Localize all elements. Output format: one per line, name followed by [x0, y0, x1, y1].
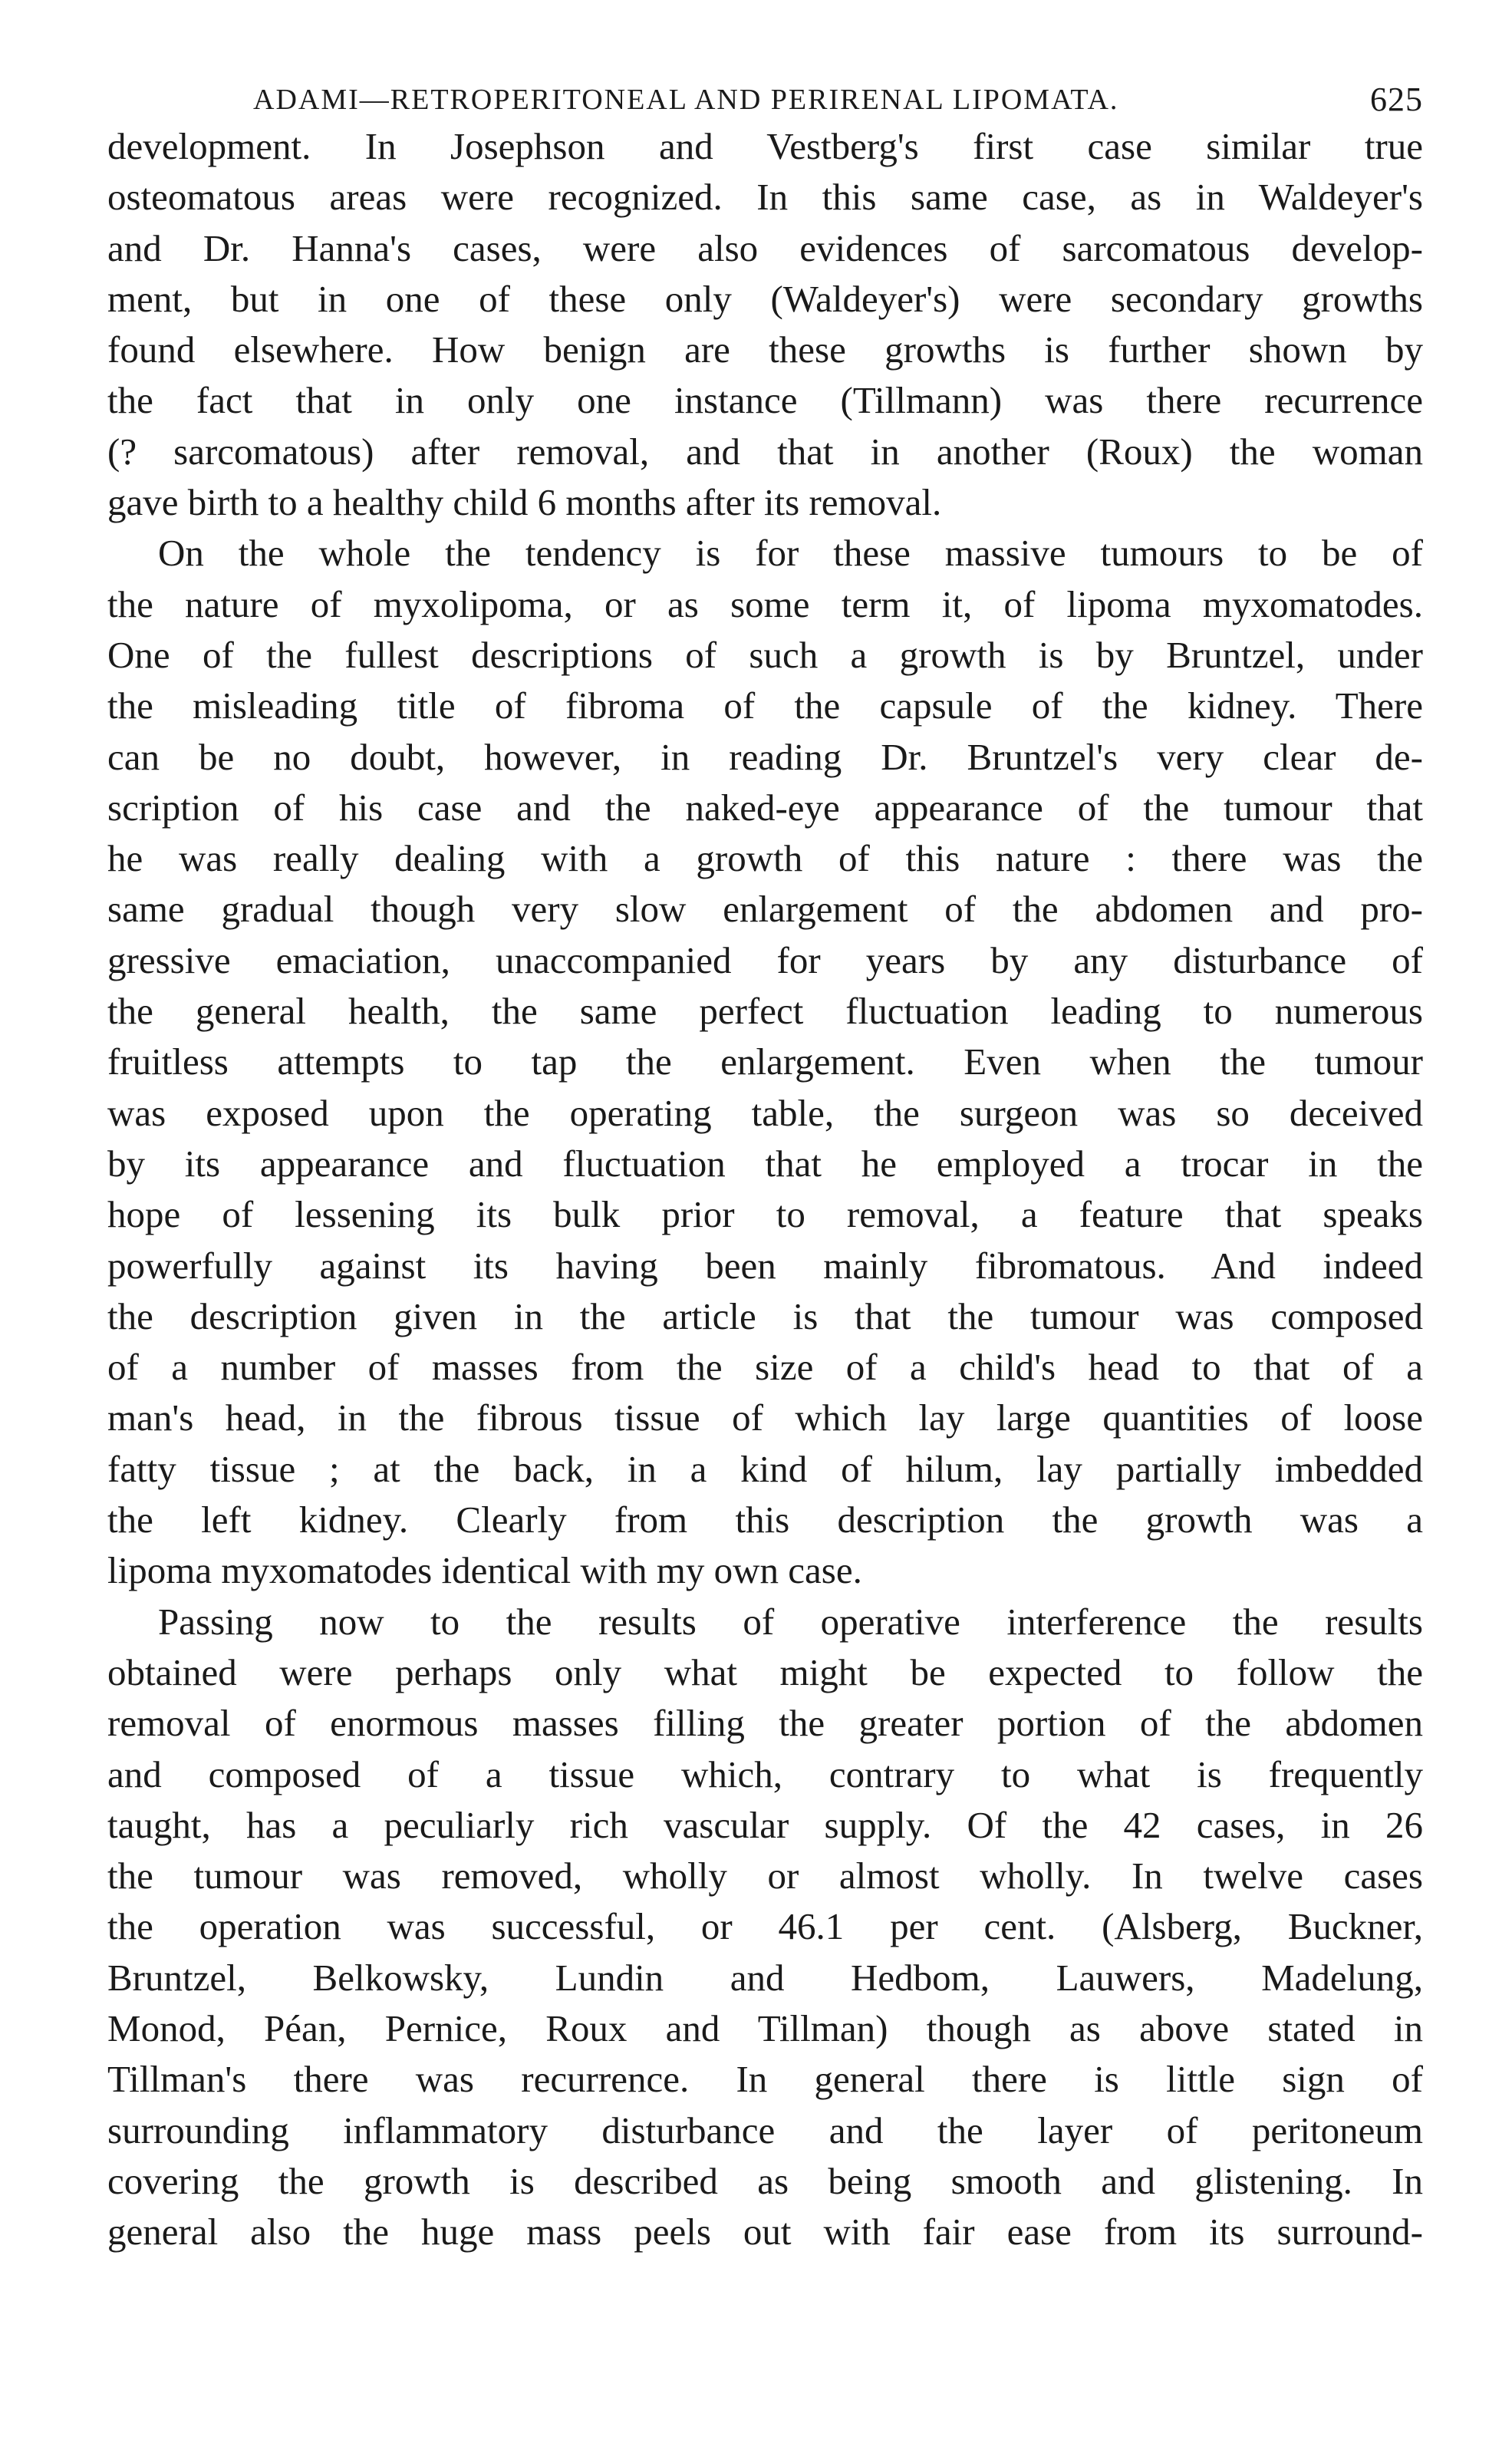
text-line: found elsewhere. How benign are these growths is further shown by: [107, 328, 1423, 371]
text-line: Passing now to the results of operative interference the results: [158, 1600, 1423, 1643]
text-line: the general health, the same perfect fluctuation leading to numerous: [107, 990, 1423, 1033]
text-line: Monod, Péan, Pernice, Roux and Tillman) though as above stated in: [107, 2006, 1423, 2049]
text-line: gressive emaciation, unaccompanied for years by any disturbance of: [107, 938, 1423, 981]
text-line: of a number of masses from the size of a child's head to that of a: [107, 1346, 1423, 1389]
text-line: fruitless attempts to tap the enlargement. Even when the tumour: [107, 1040, 1423, 1083]
paragraph-3: [107, 1597, 1423, 2258]
text-line: covering the growth is described as being smooth and glistening. In: [107, 2159, 1423, 2202]
text-line: removal of enormous masses filling the greater portion of the abdomen: [107, 1702, 1423, 1745]
paragraph-1: [107, 121, 1423, 528]
book-page: [107, 77, 1423, 2257]
text-line: the tumour was removed, wholly or almost wholly. In twelve cases: [107, 1855, 1423, 1897]
text-line: same gradual though very slow enlargement of the abdomen and pro-: [107, 888, 1423, 931]
text-line: powerfully against its having been mainly fibromatous. And indeed: [107, 1244, 1423, 1287]
text-line: by its appearance and fluctuation that he employed a trocar in the: [107, 1142, 1423, 1185]
text-line: and composed of a tissue which, contrary to what is frequently: [107, 1752, 1423, 1795]
text-line: On the whole the tendency is for these massive tumours to be of: [158, 532, 1423, 575]
text-line: scription of his case and the naked-eye appearance of the tumour that: [107, 786, 1423, 829]
text-line: Tillman's there was recurrence. In general there is little sign of: [107, 2058, 1423, 2101]
text-line: the left kidney. Clearly from this description the growth was a: [107, 1499, 1423, 1541]
text-line: fatty tissue ; at the back, in a kind of hilum, lay partially imbedded: [107, 1447, 1423, 1490]
text-line: Bruntzel, Belkowsky, Lundin and Hedbom, Lauwers, Madelung,: [107, 1956, 1423, 1999]
text-line: gave birth to a healthy child 6 months after its removal.: [107, 481, 942, 524]
body-text: [107, 121, 1423, 2257]
text-line: One of the fullest descriptions of such a growth is by Bruntzel, under: [107, 633, 1423, 676]
text-line: obtained were perhaps only what might be expected to follow the: [107, 1650, 1423, 1693]
text-line: surrounding inflammatory disturbance and the layer of peritoneum: [107, 2108, 1423, 2151]
text-line: ment, but in one of these only (Waldeyer's) were secondary growths: [107, 277, 1423, 320]
page-number: 625: [1370, 81, 1423, 118]
text-line: the fact that in only one instance (Tillmann) was there recurrence: [107, 379, 1423, 422]
text-line: the misleading title of fibroma of the capsule of the kidney. There: [107, 684, 1423, 727]
text-line: hope of lessening its bulk prior to removal, a feature that speaks: [107, 1193, 1423, 1236]
running-title: ADAMI—RETROPERITONEAL AND PERIRENAL LIPOMATA.: [253, 84, 1119, 116]
text-line: lipoma myxomatodes identical with my own case.: [107, 1549, 862, 1592]
text-line: development. In Josephson and Vestberg's first case similar true: [107, 125, 1423, 167]
text-line: taught, has a peculiarly rich vascular supply. Of the 42 cases, in 26: [107, 1803, 1423, 1846]
paragraph-2: [107, 528, 1423, 1596]
text-line: and Dr. Hanna's cases, were also evidences of sarcomatous develop-: [107, 226, 1423, 269]
running-head: [107, 77, 1423, 121]
text-line: was exposed upon the operating table, the surgeon was so deceived: [107, 1091, 1423, 1134]
text-line: the description given in the article is that the tumour was composed: [107, 1294, 1423, 1337]
text-line: man's head, in the fibrous tissue of which lay large quantities of loose: [107, 1396, 1423, 1439]
text-line: (? sarcomatous) after removal, and that in another (Roux) the woman: [107, 430, 1423, 473]
text-line: osteomatous areas were recognized. In this same case, as in Waldeyer's: [107, 176, 1423, 219]
text-line: he was really dealing with a growth of this nature : there was the: [107, 837, 1423, 880]
text-line: the operation was successful, or 46.1 per cent. (Alsberg, Buckner,: [107, 1905, 1423, 1948]
text-line: general also the huge mass peels out with fair ease from its surround-: [107, 2211, 1423, 2254]
text-line: can be no doubt, however, in reading Dr. Bruntzel's very clear de-: [107, 735, 1423, 778]
text-line: the nature of myxolipoma, or as some term it, of lipoma myxomatodes.: [107, 582, 1423, 625]
